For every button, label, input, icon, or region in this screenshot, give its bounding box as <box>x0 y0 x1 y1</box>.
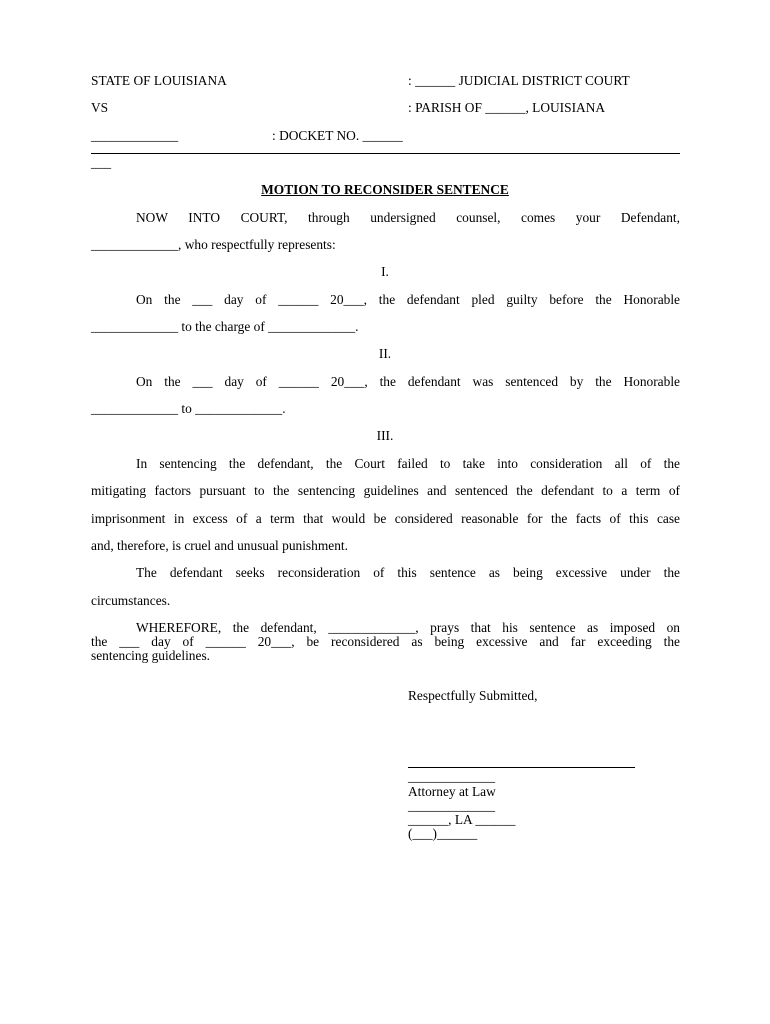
section-numeral-3: III. <box>376 428 394 443</box>
phone-number: (___)______ <box>408 826 478 841</box>
section-3-line-2: mitigating factors pursuant to the sentencing guidelines and sentenced the defendant to a term of <box>91 483 680 498</box>
defendant-name-blank: _____________ <box>91 128 179 143</box>
wherefore-line-3: sentencing guidelines. <box>91 648 210 663</box>
section-2-line-2: _____________ to _____________. <box>91 401 286 416</box>
section-3-line-1: In sentencing the defendant, the Court failed to take into consideration all of the <box>136 456 680 471</box>
section-1-line-2: _____________ to the charge of _____________. <box>91 319 359 334</box>
state-name: STATE OF LOUISIANA <box>91 73 227 88</box>
wherefore-line-2: the ___ day of ______ 20___, be reconsidered as being excessive and far exceeding the <box>91 634 680 649</box>
address-blank: _____________ <box>408 798 496 813</box>
reconsideration-line-2: circumstances. <box>91 593 171 608</box>
signature-line <box>408 767 635 768</box>
section-3-line-4: and, therefore, is cruel and unusual punishment. <box>91 538 348 553</box>
caption-divider-tail: ___ <box>91 155 112 170</box>
section-1-line-1: On the ___ day of ______ 20___, the defendant pled guilty before the Honorable <box>136 292 680 307</box>
reconsideration-line-1: The defendant seeks reconsideration of this sentence as being excessive under the <box>136 565 680 580</box>
docket-number: : DOCKET NO. ______ <box>272 128 403 143</box>
wherefore-line-1: WHEREFORE, the defendant, _____________, prays that his sentence as imposed on <box>136 620 680 635</box>
attorney-title: Attorney at Law <box>408 784 496 799</box>
parish-name: : PARISH OF ______, LOUISIANA <box>408 100 606 115</box>
section-3-line-3: imprisonment in excess of a term that would be considered reasonable for the facts of this case <box>91 511 680 526</box>
court-name: : ______ JUDICIAL DISTRICT COURT <box>408 73 630 88</box>
attorney-name-blank: _____________ <box>408 769 496 784</box>
document-title: MOTION TO RECONSIDER SENTENCE <box>261 182 509 197</box>
intro-line-2: _____________, who respectfully represents: <box>91 237 336 252</box>
section-2-line-1: On the ___ day of ______ 20___, the defendant was sentenced by the Honorable <box>136 374 680 389</box>
caption-divider <box>91 153 680 154</box>
section-numeral-2: II. <box>378 346 392 361</box>
intro-line-1: NOW INTO COURT, through undersigned counsel, comes your Defendant, <box>136 210 680 225</box>
section-numeral-1: I. <box>381 264 389 279</box>
closing-phrase: Respectfully Submitted, <box>408 688 538 703</box>
city-state-zip: ______, LA ______ <box>408 812 516 827</box>
versus-label: VS <box>91 100 109 115</box>
